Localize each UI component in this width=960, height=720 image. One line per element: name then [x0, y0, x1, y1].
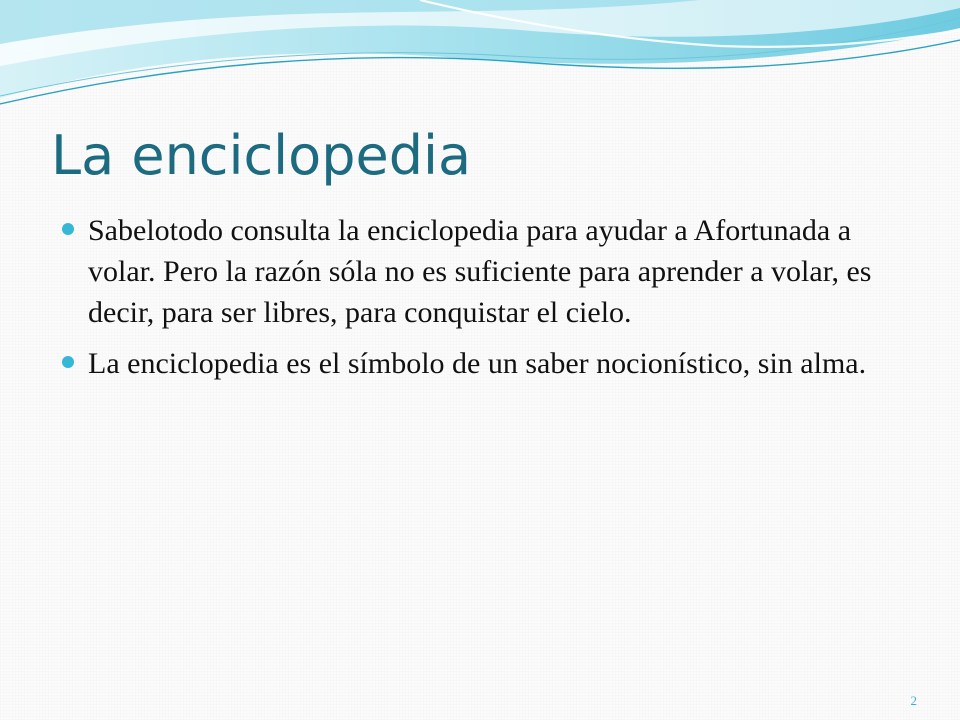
bullet-item [62, 343, 912, 384]
bullet-dot-icon [62, 356, 74, 368]
bullet-list [62, 210, 912, 394]
slide-number: 2 [910, 693, 917, 708]
bullet-text: La enciclopedia es el símbolo de un saber nocionístico, sin alma. [88, 347, 867, 380]
header-wave-decoration [0, 0, 960, 120]
bullet-dot-icon [62, 223, 74, 235]
bullet-text: Sabelotodo consulta la enciclopedia para ayudar a Afortunada a volar. Pero la razón sóla no es suficiente para aprender a volar, es decir, para ser libres, para conquistar el cielo. [88, 214, 872, 329]
slide-title: La enciclopedia [51, 124, 472, 187]
bullet-item [62, 210, 912, 333]
